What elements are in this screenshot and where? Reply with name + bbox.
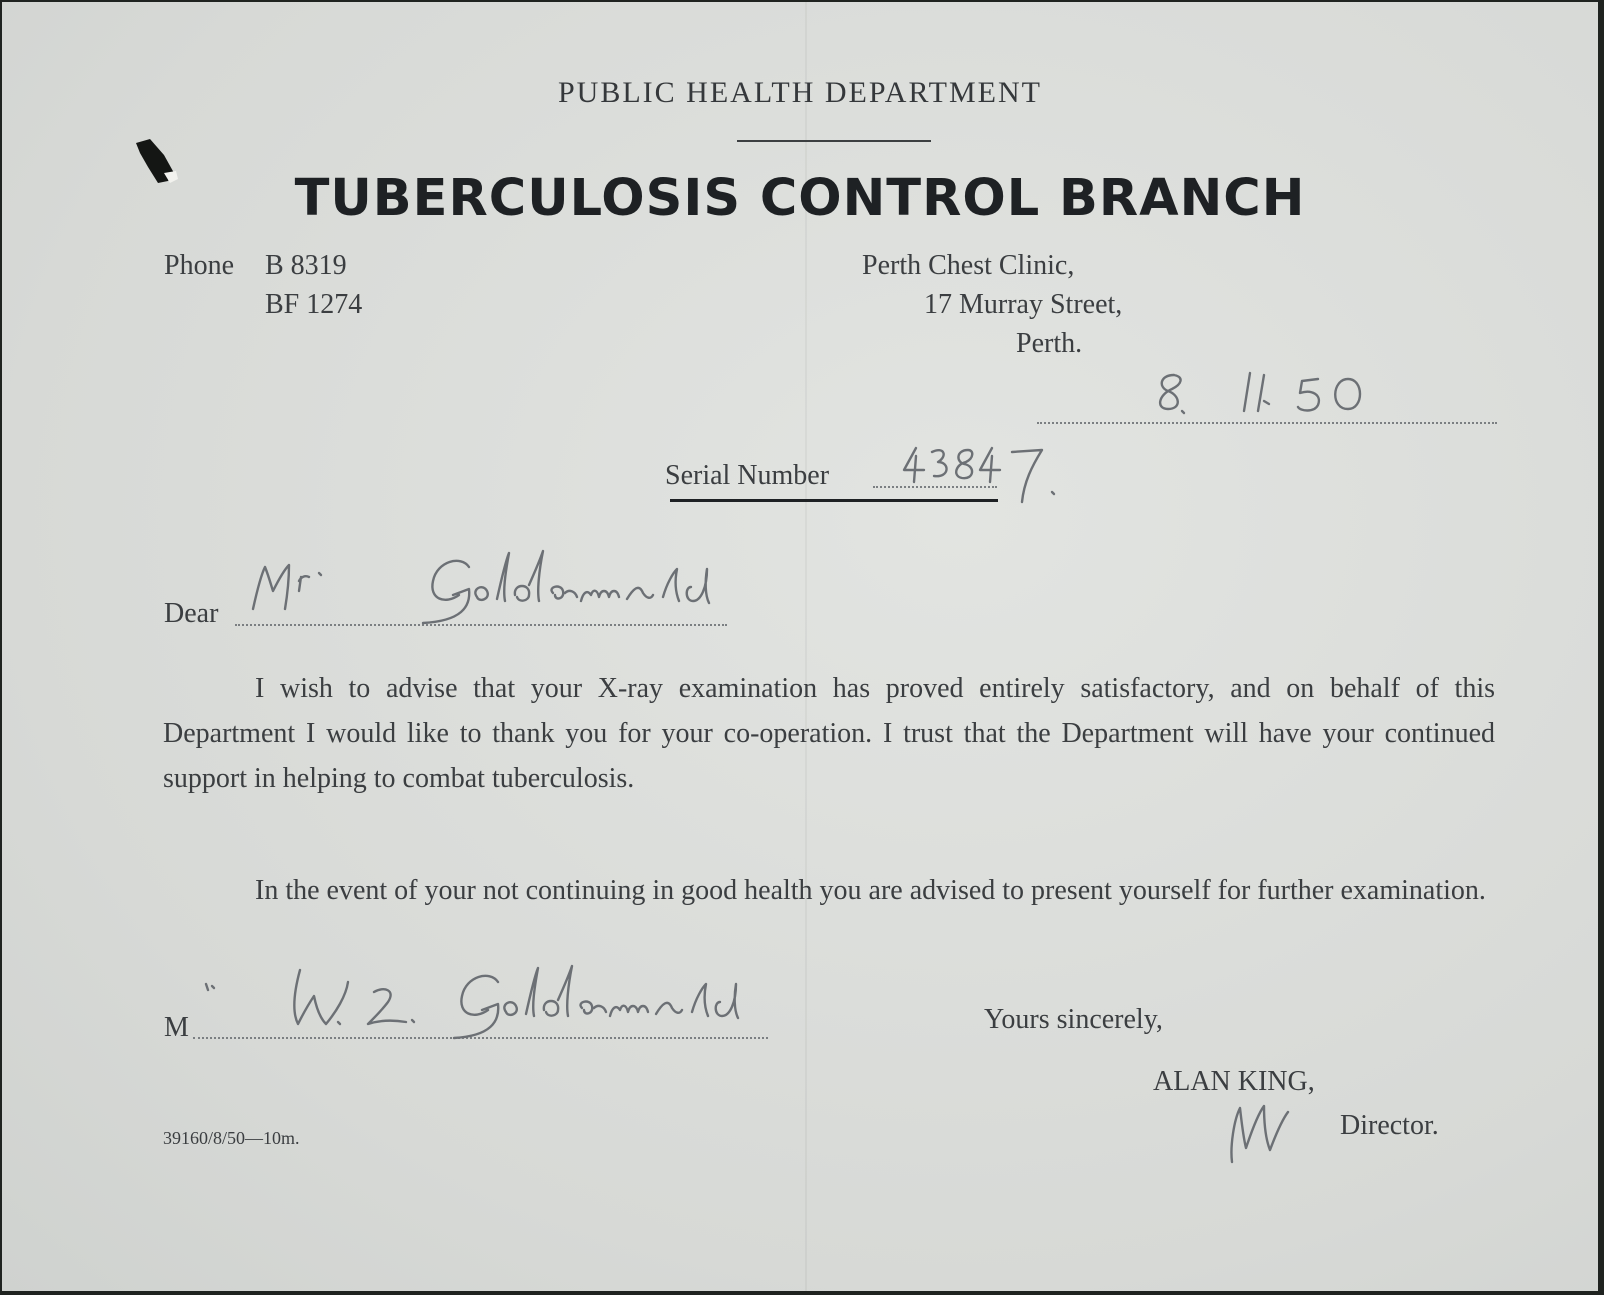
salutation-label: Dear (164, 598, 219, 629)
address-line-3: Perth. (1016, 328, 1083, 359)
signatory-title: Director. (1340, 1110, 1439, 1141)
handwritten-date (1152, 367, 1402, 423)
address-line-2: 17 Murray Street, (924, 289, 1123, 320)
signatory-name: ALAN KING, (1153, 1066, 1315, 1097)
body-paragraph-2 (163, 868, 1495, 913)
handwritten-serial-number (902, 442, 1092, 512)
director-initials-signature (1220, 1090, 1300, 1170)
body-paragraph-2-text: In the event of your not continuing in good health you are advised to present yourself for further examination. (255, 875, 1486, 906)
addressee-prefix: M (164, 1012, 189, 1043)
body-paragraph-1-text: I wish to advise that your X-ray examination has proved entirely satisfactory, and on behalf of this Department I would like to thank you for your co-operation. I trust that the Department will have your continued support in helping to combat tuberculosis. (163, 673, 1495, 794)
heading-divider (737, 140, 931, 142)
department-heading: PUBLIC HEALTH DEPARTMENT (557, 76, 1042, 109)
handwritten-addressee-name (198, 962, 778, 1047)
body-paragraph-1 (163, 666, 1495, 801)
serial-number-label: Serial Number (665, 460, 830, 491)
phone-number-2: BF 1274 (265, 289, 363, 320)
address-line-1: Perth Chest Clinic, (862, 250, 1075, 281)
phone-number-1: B 8319 (265, 250, 347, 281)
handwritten-salutation-name (247, 547, 747, 632)
letter-page (2, 2, 1598, 1291)
valediction: Yours sincerely, (984, 1004, 1163, 1035)
phone-label: Phone (164, 250, 234, 281)
form-code: 39160/8/50—10m. (163, 1128, 300, 1148)
branch-title: TUBERCULOSIS CONTROL BRANCH (294, 169, 1306, 228)
